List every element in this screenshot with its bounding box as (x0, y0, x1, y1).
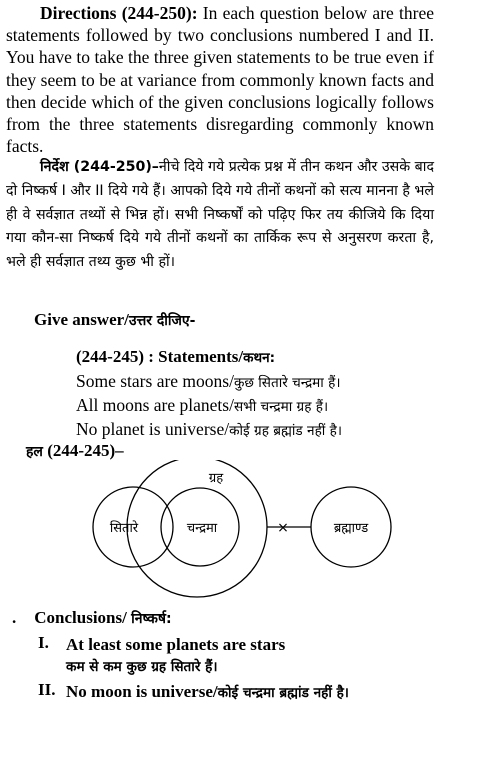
conclusion-1-number: I. (38, 633, 49, 652)
statement-1-hi: कुछ सितारे चन्द्रमा हैं। (233, 375, 341, 391)
venn-diagram (0, 460, 486, 600)
solution-heading (26, 441, 124, 461)
statements-heading (76, 345, 476, 369)
conclusion-2-hi: कोई चन्द्रमा ब्रह्मांड नहीं है। (217, 685, 349, 701)
statement-2-hi: सभी चन्द्रमा ग्रह हैं। (233, 399, 329, 415)
conclusions-heading (12, 608, 172, 628)
universe-label: ब्रह्माण्ड (333, 521, 369, 536)
conclusions-bullet: . (12, 608, 17, 627)
nirdesh-label: निर्देश (244-250)– (40, 159, 159, 175)
conclusion-1-body (66, 633, 426, 679)
statement-3-hi: कोई ग्रह ब्रह्मांड नहीं है। (229, 423, 342, 439)
stars-label: सितारे (109, 521, 139, 536)
conclusion-1-en: At least some planets are stars (66, 635, 286, 654)
conclusion-2-number: II. (38, 680, 56, 699)
conclusions-heading-hi: निष्कर्ष: (131, 611, 172, 627)
directions-paragraph (6, 2, 434, 157)
planet-label: ग्रह (208, 471, 224, 486)
statements-heading-en: (244-245) : Statements/ (76, 347, 244, 366)
moon-label: चन्द्रमा (186, 521, 218, 536)
nirdesh-paragraph (6, 156, 434, 275)
solution-en: (244-245)– (42, 441, 124, 460)
conclusion-2-body (66, 680, 426, 705)
statement-3 (76, 417, 476, 441)
directions-text: In each question below are three statements followed by two conclusions numbered I and II. You have to take the three given statements to be true even if they seem to be at variance from commonly known facts and then decide which of the given conclusions logically follows from the three statements disregarding commonly known facts. (6, 3, 434, 157)
statement-1-en: Some stars are moons/ (76, 371, 234, 391)
statements-heading-hi: कथन: (243, 350, 276, 366)
statement-1 (76, 369, 476, 393)
give-answer-en: Give answer/ (34, 310, 129, 329)
give-answer-heading (34, 310, 195, 330)
statement-2 (76, 393, 476, 417)
conclusion-2-en: No moon is universe/ (66, 682, 218, 701)
nirdesh-text: नीचे दिये गये प्रत्येक प्रश्न में तीन कथन और उसके बाद दो निष्कर्ष I और II दिये गये हैं। आपको दिये गये तीनों कथनों को सत्य मानना है भले ही वे सर्वज्ञात तथ्यों से भिन्न हों। सभी निष्कर्षों को पढ़िए फिर तय कीजिये कि दिया गया कौन-सा निष्कर्ष दिये गये तीनों कथनों का तार्किक रूप से अनुसरण करता है, भले ही सर्वज्ञात तथ्य कुछ भी हों। (6, 159, 434, 271)
cross-symbol: × (277, 520, 289, 536)
solution-hi: हल (26, 444, 43, 460)
statements-block (76, 345, 476, 441)
statement-2-en: All moons are planets/ (76, 395, 234, 415)
conclusions-heading-en: Conclusions/ (34, 608, 132, 627)
statement-3-en: No planet is universe/ (76, 419, 230, 439)
conclusion-1-hi: कम से कम कुछ ग्रह सितारे हैं। (66, 659, 218, 675)
directions-label: Directions (244-250): (40, 3, 198, 23)
give-answer-hi: उत्तर दीजिए- (128, 313, 196, 329)
